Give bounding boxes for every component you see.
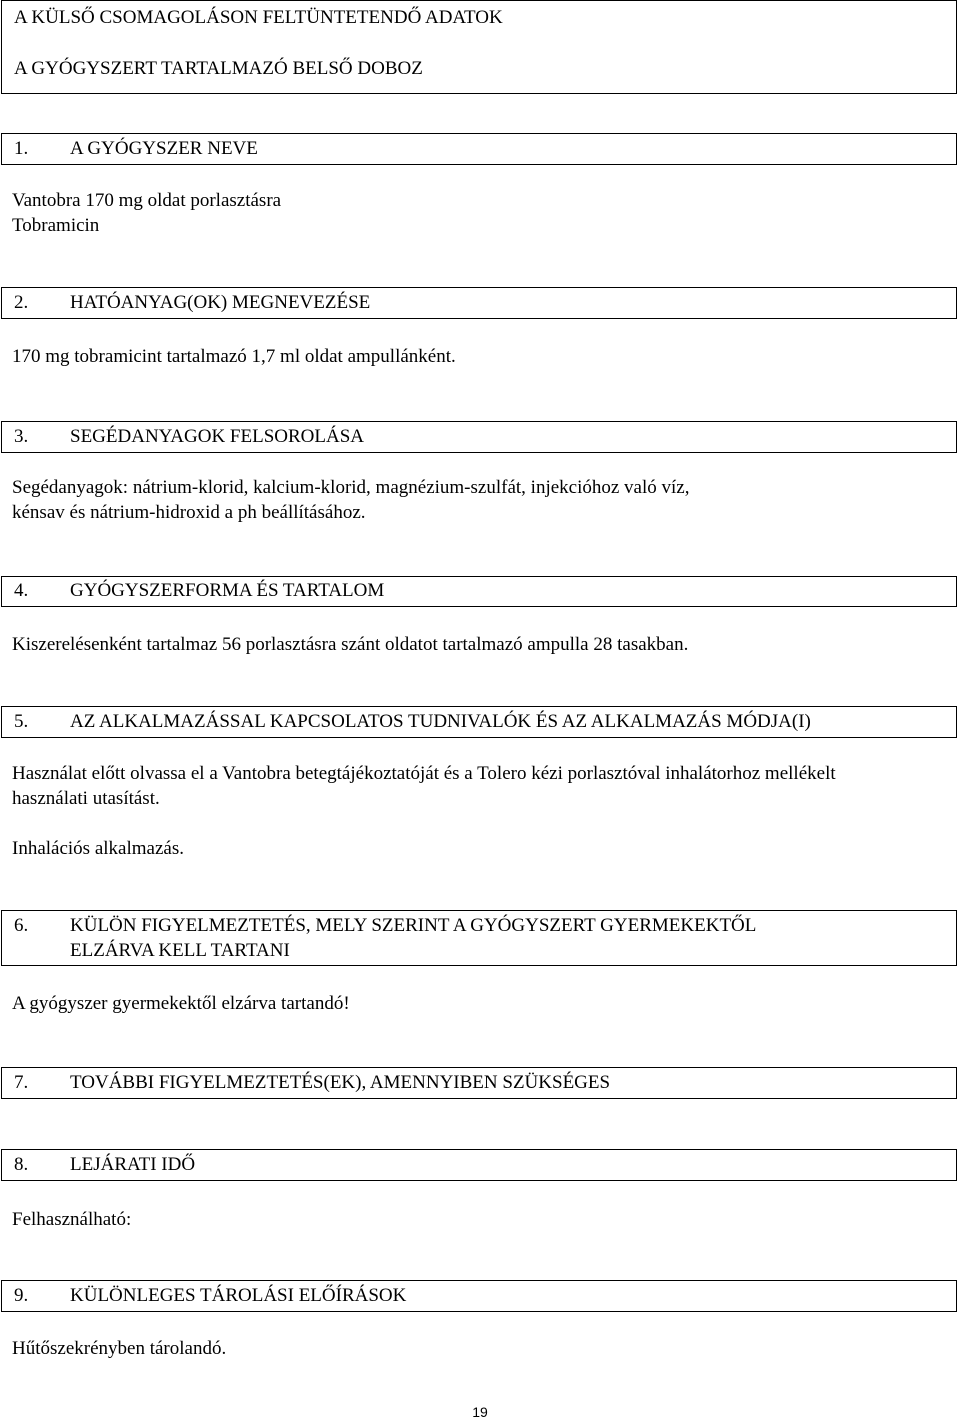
section-6-text: A gyógyszer gyermekektől elzárva tartandó! (12, 993, 350, 1014)
document-header-box (1, 0, 957, 94)
section-title-line-2: ELZÁRVA KELL TARTANI (70, 940, 290, 961)
section-4-text: Kiszerelésenként tartalmaz 56 porlasztásra szánt oldatot tartalmazó ampulla 28 tasakban. (12, 634, 689, 655)
section-number: 4. (14, 580, 29, 601)
section-number: 2. (14, 292, 29, 313)
section-number: 3. (14, 426, 29, 447)
header-title: A KÜLSŐ CSOMAGOLÁSON FELTÜNTETENDŐ ADATOK (14, 7, 503, 28)
usage-line-1: Használat előtt olvassa el a Vantobra betegtájékoztatóját és a Tolero kézi porlasztóval inhalátorhoz mellékelt (12, 763, 836, 784)
section-number: 8. (14, 1154, 29, 1175)
excipients-line-1: Segédanyagok: nátrium-klorid, kalcium-klorid, magnézium-szulfát, injekcióhoz való víz, (12, 477, 690, 498)
section-title: HATÓANYAG(OK) MEGNEVEZÉSE (70, 292, 371, 313)
storage-text: Hűtőszekrényben tárolandó. (12, 1338, 227, 1359)
section-number: 5. (14, 711, 29, 732)
section-number: 6. (14, 915, 29, 936)
section-title: GYÓGYSZERFORMA ÉS TARTALOM (70, 580, 385, 601)
section-number: 1. (14, 138, 29, 159)
section-9-heading (1, 1280, 957, 1312)
section-2-text: 170 mg tobramicint tartalmazó 1,7 ml oldat ampullánként. (12, 346, 456, 367)
section-title: KÜLÖNLEGES TÁROLÁSI ELŐÍRÁSOK (70, 1285, 407, 1306)
section-title: A GYÓGYSZER NEVE (70, 138, 258, 159)
section-1-heading (1, 133, 957, 165)
section-title-line-1: KÜLÖN FIGYELMEZTETÉS, MELY SZERINT A GYÓGYSZERT GYERMEKEKTŐL (70, 915, 757, 936)
section-title: TOVÁBBI FIGYELMEZTETÉS(EK), AMENNYIBEN SZÜKSÉGES (70, 1072, 611, 1093)
section-4-heading (1, 576, 957, 607)
section-7-heading (1, 1067, 957, 1099)
page-number: 19 (472, 1404, 488, 1420)
header-subtitle: A GYÓGYSZERT TARTALMAZÓ BELSŐ DOBOZ (14, 58, 423, 79)
section-2-heading (1, 287, 957, 319)
product-name: Vantobra 170 mg oldat porlasztásra (12, 190, 282, 211)
route-of-administration: Inhalációs alkalmazás. (12, 838, 184, 859)
section-title: AZ ALKALMAZÁSSAL KAPCSOLATOS TUDNIVALÓK ÉS AZ ALKALMAZÁS MÓDJA(I) (70, 711, 811, 732)
section-6-heading (1, 910, 957, 966)
active-substance-name: Tobramicin (12, 215, 100, 236)
usage-line-2: használati utasítást. (12, 788, 160, 809)
section-number: 9. (14, 1285, 29, 1306)
section-3-heading (1, 421, 957, 453)
expiry-label: Felhasználható: (12, 1209, 132, 1230)
section-5-heading (1, 706, 957, 738)
section-title: SEGÉDANYAGOK FELSOROLÁSA (70, 426, 364, 447)
section-8-heading (1, 1149, 957, 1181)
section-number: 7. (14, 1072, 29, 1093)
section-title: LEJÁRATI IDŐ (70, 1154, 196, 1175)
excipients-line-2: kénsav és nátrium-hidroxid a ph beállításához. (12, 502, 366, 523)
